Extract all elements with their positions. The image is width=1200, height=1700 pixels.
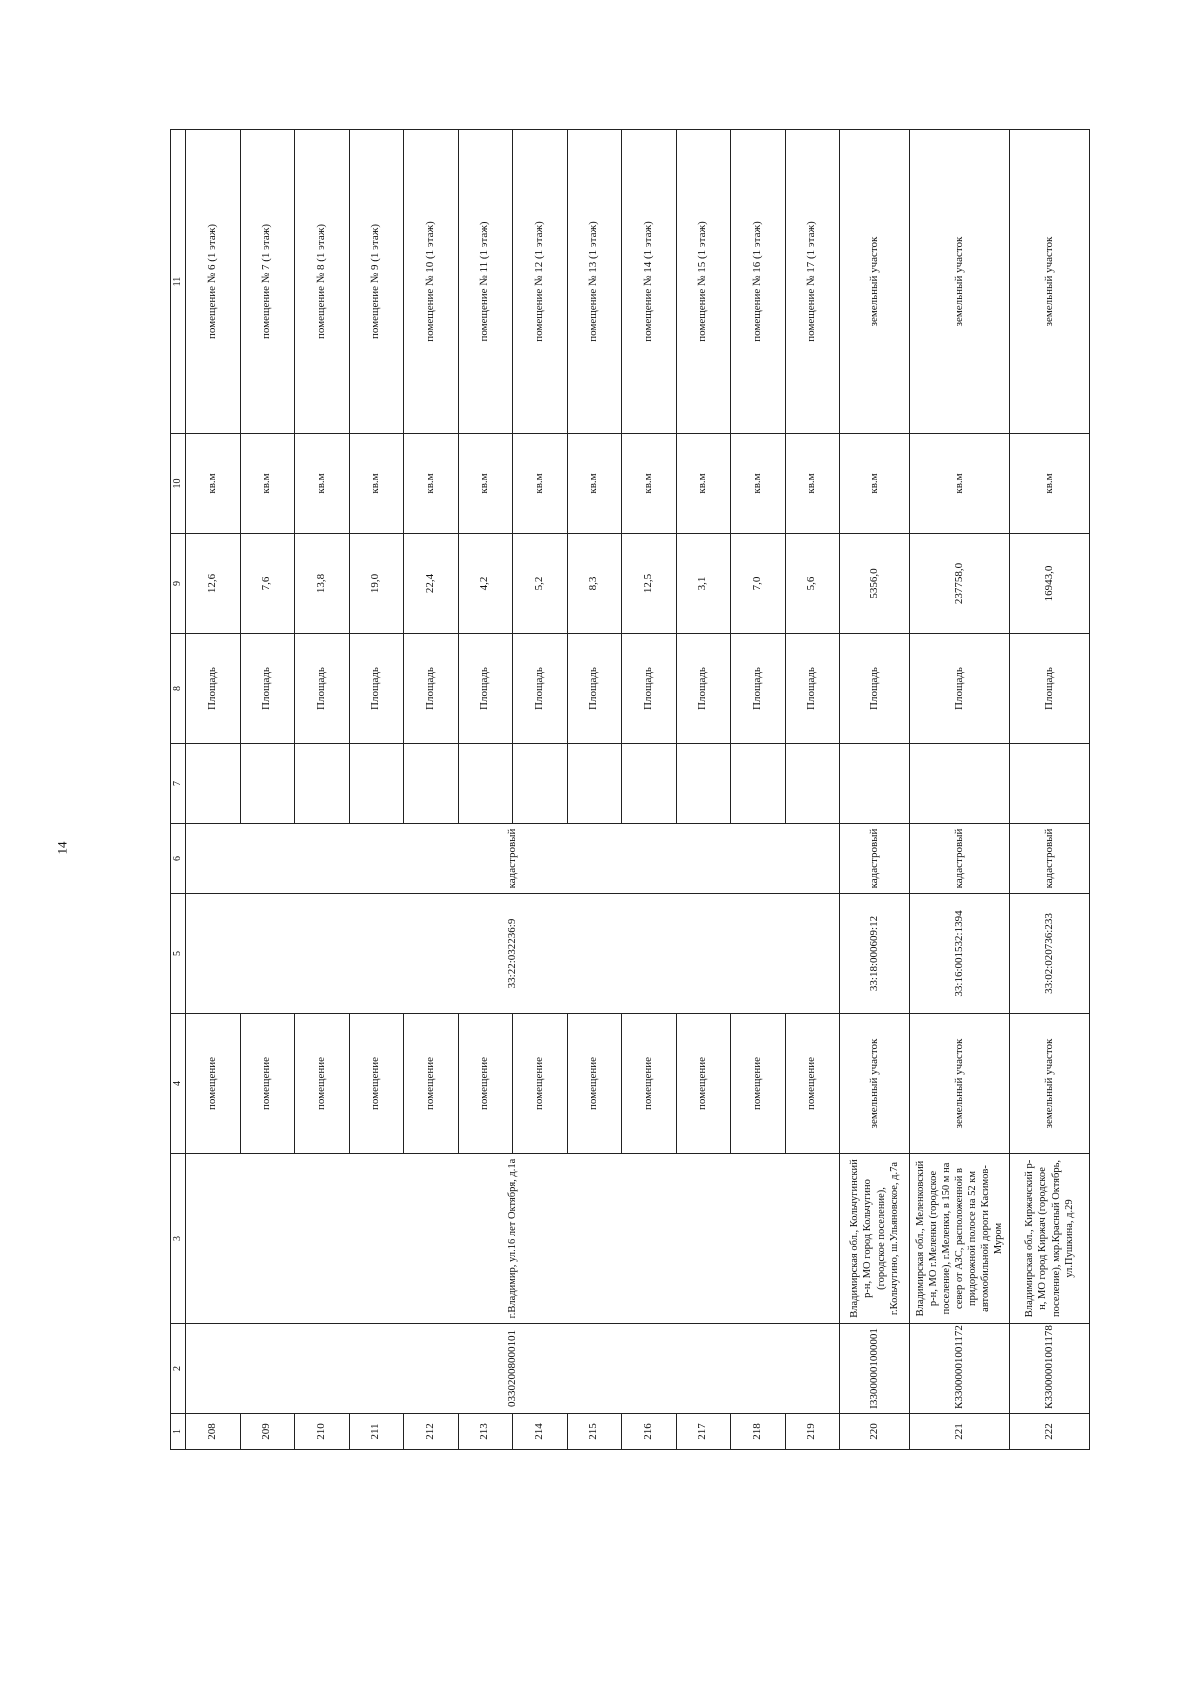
row-number: 209	[240, 1414, 295, 1450]
object-type-cell: помещение	[295, 1014, 350, 1154]
row-number: 217	[676, 1414, 731, 1450]
value-cell: 3,1	[676, 534, 731, 634]
value-cell: 16943,0	[1010, 534, 1090, 634]
property-registry-table	[170, 129, 1090, 1450]
object-type-cell: помещение	[240, 1014, 295, 1154]
column-number: 4	[171, 1014, 186, 1154]
description-cell: земельный участок	[910, 130, 1010, 434]
value-cell: 5,6	[785, 534, 840, 634]
description-cell: помещение № 15 (1 этаж)	[676, 130, 731, 434]
table-row	[910, 130, 1010, 1450]
empty-cell	[513, 744, 568, 824]
object-type-cell: помещение	[404, 1014, 459, 1154]
column-number: 10	[171, 434, 186, 534]
object-type-cell: помещение	[458, 1014, 513, 1154]
value-cell: 5,2	[513, 534, 568, 634]
description-cell: помещение № 9 (1 этаж)	[349, 130, 404, 434]
description-cell: земельный участок	[1010, 130, 1090, 434]
column-number: 11	[171, 130, 186, 434]
description-cell: помещение № 14 (1 этаж)	[622, 130, 677, 434]
registry-number-cell: 03302008000101	[186, 1324, 840, 1414]
empty-cell	[731, 744, 786, 824]
row-number: 208	[186, 1414, 241, 1450]
column-number: 5	[171, 894, 186, 1014]
empty-cell	[622, 744, 677, 824]
row-number: 211	[349, 1414, 404, 1450]
row-number: 218	[731, 1414, 786, 1450]
object-type-cell: помещение	[349, 1014, 404, 1154]
column-number: 3	[171, 1154, 186, 1324]
value-cell: 22,4	[404, 534, 459, 634]
unit-cell: кв.м	[458, 434, 513, 534]
table-container	[170, 130, 1090, 1450]
description-cell: помещение № 8 (1 этаж)	[295, 130, 350, 434]
parameter-cell: Площадь	[785, 634, 840, 744]
description-cell: помещение № 6 (1 этаж)	[186, 130, 241, 434]
value-cell: 7,6	[240, 534, 295, 634]
column-number: 7	[171, 744, 186, 824]
empty-cell	[567, 744, 622, 824]
unit-cell: кв.м	[295, 434, 350, 534]
parameter-cell: Площадь	[404, 634, 459, 744]
cadastral-number-cell: 33:22:032236:9	[186, 894, 840, 1014]
parameter-cell: Площадь	[676, 634, 731, 744]
column-number: 1	[171, 1414, 186, 1450]
description-cell: помещение № 10 (1 этаж)	[404, 130, 459, 434]
parameter-cell: Площадь	[295, 634, 350, 744]
parameter-cell: Площадь	[1010, 634, 1090, 744]
object-type-cell: помещение	[567, 1014, 622, 1154]
unit-cell: кв.м	[785, 434, 840, 534]
value-cell: 5356,0	[840, 534, 910, 634]
unit-cell: кв.м	[404, 434, 459, 534]
unit-cell: кв.м	[731, 434, 786, 534]
description-cell: помещение № 11 (1 этаж)	[458, 130, 513, 434]
empty-cell	[785, 744, 840, 824]
unit-cell: кв.м	[622, 434, 677, 534]
cadastral-type-cell: кадастровый	[910, 824, 1010, 894]
object-type-cell: помещение	[186, 1014, 241, 1154]
page-number: 14	[54, 841, 70, 855]
description-cell: помещение № 7 (1 этаж)	[240, 130, 295, 434]
table-row	[186, 130, 241, 1450]
value-cell: 4,2	[458, 534, 513, 634]
registry-number-cell: К33000001001172	[910, 1324, 1010, 1414]
description-cell: помещение № 16 (1 этаж)	[731, 130, 786, 434]
row-number: 215	[567, 1414, 622, 1450]
row-number: 213	[458, 1414, 513, 1450]
value-cell: 12,6	[186, 534, 241, 634]
unit-cell: кв.м	[349, 434, 404, 534]
unit-cell: кв.м	[676, 434, 731, 534]
parameter-cell: Площадь	[622, 634, 677, 744]
parameter-cell: Площадь	[840, 634, 910, 744]
object-type-cell: помещение	[513, 1014, 568, 1154]
unit-cell: кв.м	[186, 434, 241, 534]
object-type-cell: помещение	[676, 1014, 731, 1154]
object-type-cell: земельный участок	[910, 1014, 1010, 1154]
object-type-cell: помещение	[731, 1014, 786, 1154]
empty-cell	[349, 744, 404, 824]
description-cell: земельный участок	[840, 130, 910, 434]
column-number: 2	[171, 1324, 186, 1414]
row-number: 219	[785, 1414, 840, 1450]
row-number: 210	[295, 1414, 350, 1450]
registry-number-cell: К33000001001178	[1010, 1324, 1090, 1414]
registry-number-cell: I33000001000001	[840, 1324, 910, 1414]
empty-cell	[840, 744, 910, 824]
column-number: 8	[171, 634, 186, 744]
table-row	[1010, 130, 1090, 1450]
empty-cell	[458, 744, 513, 824]
description-cell: помещение № 13 (1 этаж)	[567, 130, 622, 434]
cadastral-type-cell: кадастровый	[186, 824, 840, 894]
column-number: 9	[171, 534, 186, 634]
value-cell: 13,8	[295, 534, 350, 634]
object-type-cell: помещение	[622, 1014, 677, 1154]
empty-cell	[910, 744, 1010, 824]
row-number: 221	[910, 1414, 1010, 1450]
address-cell: г.Владимир, ул.16 лет Октября, д.1а	[186, 1154, 840, 1324]
row-number: 214	[513, 1414, 568, 1450]
parameter-cell: Площадь	[513, 634, 568, 744]
unit-cell: кв.м	[240, 434, 295, 534]
parameter-cell: Площадь	[240, 634, 295, 744]
parameter-cell: Площадь	[567, 634, 622, 744]
empty-cell	[1010, 744, 1090, 824]
table-row	[840, 130, 910, 1450]
object-type-cell: земельный участок	[840, 1014, 910, 1154]
description-cell: помещение № 17 (1 этаж)	[785, 130, 840, 434]
object-type-cell: земельный участок	[1010, 1014, 1090, 1154]
parameter-cell: Площадь	[731, 634, 786, 744]
cadastral-number-cell: 33:18:000609:12	[840, 894, 910, 1014]
parameter-cell: Площадь	[186, 634, 241, 744]
address-cell: Владимирская обл., Киржачский р-н, МО город Киржач (городское поселение), мкр.Красный Октябрь, ул.Пушкина, д.29	[1010, 1154, 1090, 1324]
value-cell: 19,0	[349, 534, 404, 634]
parameter-cell: Площадь	[458, 634, 513, 744]
empty-cell	[295, 744, 350, 824]
object-type-cell: помещение	[785, 1014, 840, 1154]
row-number: 222	[1010, 1414, 1090, 1450]
row-number: 216	[622, 1414, 677, 1450]
cadastral-number-cell: 33:02:020736:233	[1010, 894, 1090, 1014]
cadastral-number-cell: 33:16:001532:1394	[910, 894, 1010, 1014]
description-cell: помещение № 12 (1 этаж)	[513, 130, 568, 434]
value-cell: 12,5	[622, 534, 677, 634]
row-number: 212	[404, 1414, 459, 1450]
address-cell: Владимирская обл., Кольчугинский р-н, МО город Кольчугино (городское поселение), г.Кольчугино, ш.Ульяновское, д.7а	[840, 1154, 910, 1324]
empty-cell	[404, 744, 459, 824]
unit-cell: кв.м	[513, 434, 568, 534]
cadastral-type-cell: кадастровый	[1010, 824, 1090, 894]
value-cell: 8,3	[567, 534, 622, 634]
column-number-row	[171, 130, 186, 1450]
empty-cell	[186, 744, 241, 824]
empty-cell	[240, 744, 295, 824]
unit-cell: кв.м	[1010, 434, 1090, 534]
value-cell: 7,0	[731, 534, 786, 634]
parameter-cell: Площадь	[349, 634, 404, 744]
unit-cell: кв.м	[910, 434, 1010, 534]
unit-cell: кв.м	[840, 434, 910, 534]
address-cell: Владимирская обл., Меленковский р-н, МО г.Меленки (городское поселение), г.Меленки, в 150 м на север от АЗС, расположенной в придорожной полосе на 52 км автомобильной дороги Касимов-Муром	[910, 1154, 1010, 1324]
column-number: 6	[171, 824, 186, 894]
unit-cell: кв.м	[567, 434, 622, 534]
row-number: 220	[840, 1414, 910, 1450]
empty-cell	[676, 744, 731, 824]
parameter-cell: Площадь	[910, 634, 1010, 744]
cadastral-type-cell: кадастровый	[840, 824, 910, 894]
value-cell: 237758,0	[910, 534, 1010, 634]
